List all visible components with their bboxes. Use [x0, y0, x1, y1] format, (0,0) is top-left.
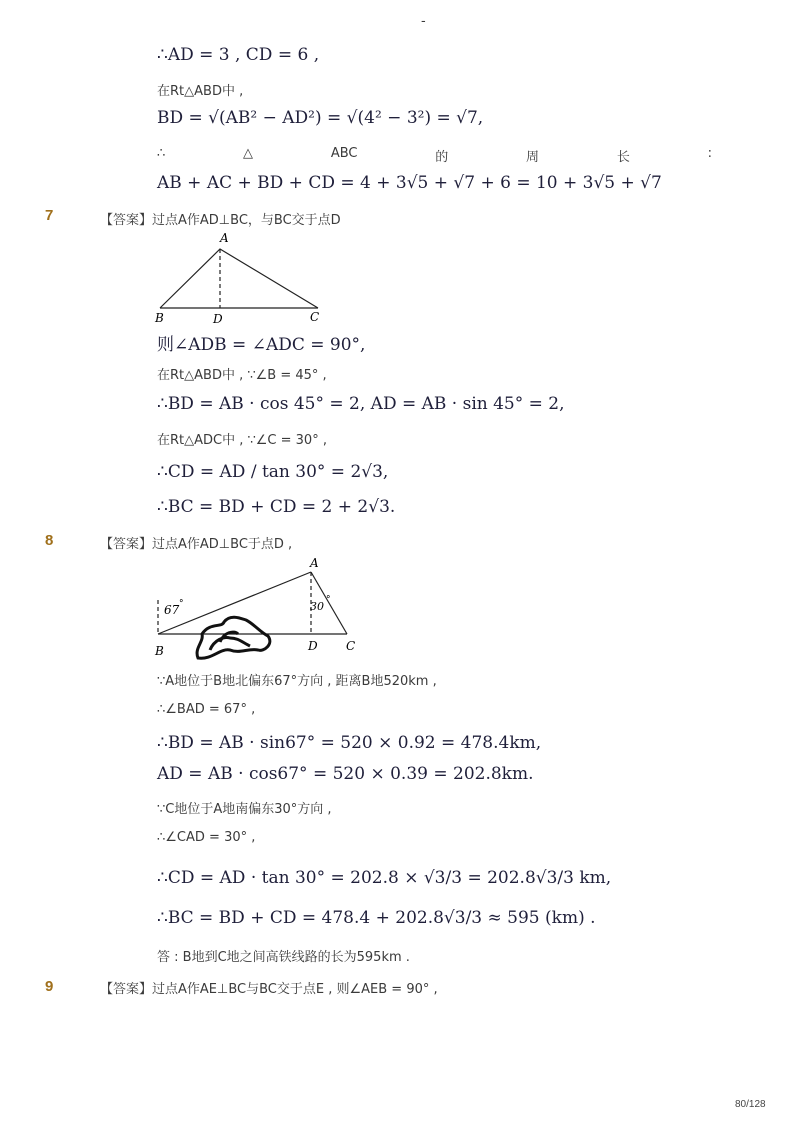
q8-line-8: ∴BC = BD + CD = 478.4 + 202.8√3/3 ≈ 595 (km) . — [157, 908, 596, 928]
spread-token: : — [707, 146, 712, 161]
answer-label: 【答案】 — [100, 982, 153, 997]
label-b: B — [155, 311, 164, 325]
label-b: B — [155, 644, 164, 658]
spread-token: 周 — [526, 150, 540, 165]
answer-intro: 过点A作AD⊥BC，与BC交于点D — [152, 213, 341, 228]
q6-line-5: AB + AC + BD + CD = 4 + 3√5 + √7 + 6 = 10 + 3√5 + √7 — [157, 173, 662, 193]
angle-30-label: 30 — [310, 600, 324, 613]
q8-map-figure — [150, 552, 370, 672]
q7-line-3: ∴BD = AB · cos 45° = 2, AD = AB · sin 45° = 2, — [157, 394, 565, 414]
q6-line-2: 在Rt△ABD中 , — [157, 84, 244, 99]
q6-perimeter-label — [157, 146, 712, 165]
q8-line-1: ∵A地位于B地北偏东67°方向 , 距离B地520km , — [157, 674, 437, 689]
answer-intro: 过点A作AD⊥BC于点D , — [152, 537, 293, 552]
q8-line-6: ∴∠CAD = 30° , — [157, 830, 256, 845]
spread-token: △ — [243, 146, 254, 161]
answer-label: 【答案】 — [100, 537, 153, 552]
q9-answer-line — [100, 978, 438, 997]
question-number: 9 — [45, 978, 54, 995]
q7-line-5: ∴CD = AD / tan 30° = 2√3, — [157, 462, 389, 482]
q7-line-1: 则∠ADB = ∠ADC = 90°, — [157, 335, 366, 355]
answer-intro: 过点A作AE⊥BC与BC交于点E , 则∠AEB = 90° , — [152, 982, 438, 997]
spread-token: 长 — [616, 150, 630, 165]
q8-answer-line — [100, 533, 292, 552]
q8-line-5: ∵C地位于A地南偏东30°方向 , — [157, 802, 332, 817]
spread-token: ABC — [330, 146, 358, 161]
q7-line-2: 在Rt△ABD中 , ∵∠B = 45° , — [157, 368, 327, 383]
q7-line-4: 在Rt△ADC中 , ∵∠C = 30° , — [157, 433, 327, 448]
angle-67-label: 67 — [164, 603, 180, 617]
label-c: C — [310, 310, 320, 324]
q7-triangle-figure — [150, 228, 340, 328]
spread-token: 的 — [435, 150, 449, 165]
label-a: A — [220, 231, 229, 245]
degree-mark: ° — [326, 595, 331, 605]
top-mark: - — [421, 14, 426, 29]
label-c: C — [346, 639, 356, 653]
q8-line-4: AD = AB · cos67° = 520 × 0.39 = 202.8km. — [157, 764, 534, 784]
page-number: 80/128 — [735, 1099, 766, 1110]
q8-line-2: ∴∠BAD = 67° , — [157, 702, 256, 717]
q7-line-6: ∴BC = BD + CD = 2 + 2√3. — [157, 497, 396, 517]
spread-token: ∴ — [157, 146, 166, 161]
q8-line-3: ∴BD = AB · sin67° = 520 × 0.92 = 478.4km, — [157, 733, 542, 753]
answer-label: 【答案】 — [100, 213, 153, 228]
q6-line-1: ∴AD = 3 , CD = 6 , — [157, 45, 320, 65]
label-d: D — [213, 312, 223, 326]
triangle-sides — [160, 249, 318, 308]
label-d: D — [308, 639, 318, 653]
q6-line-3: BD = √(AB² − AD²) = √(4² − 3²) = √7, — [157, 108, 484, 128]
degree-mark: ° — [179, 599, 184, 609]
q8-line-9: 答 : B地到C地之间高铁线路的长为595km . — [157, 950, 410, 965]
q7-answer-line — [100, 209, 341, 228]
label-a: A — [310, 556, 319, 570]
question-number: 8 — [45, 532, 54, 549]
question-number: 7 — [45, 207, 54, 224]
q8-line-7: ∴CD = AD · tan 30° = 202.8 × √3/3 = 202.8√3/3 km, — [157, 868, 612, 888]
mountain-sketch-inner — [210, 638, 250, 651]
